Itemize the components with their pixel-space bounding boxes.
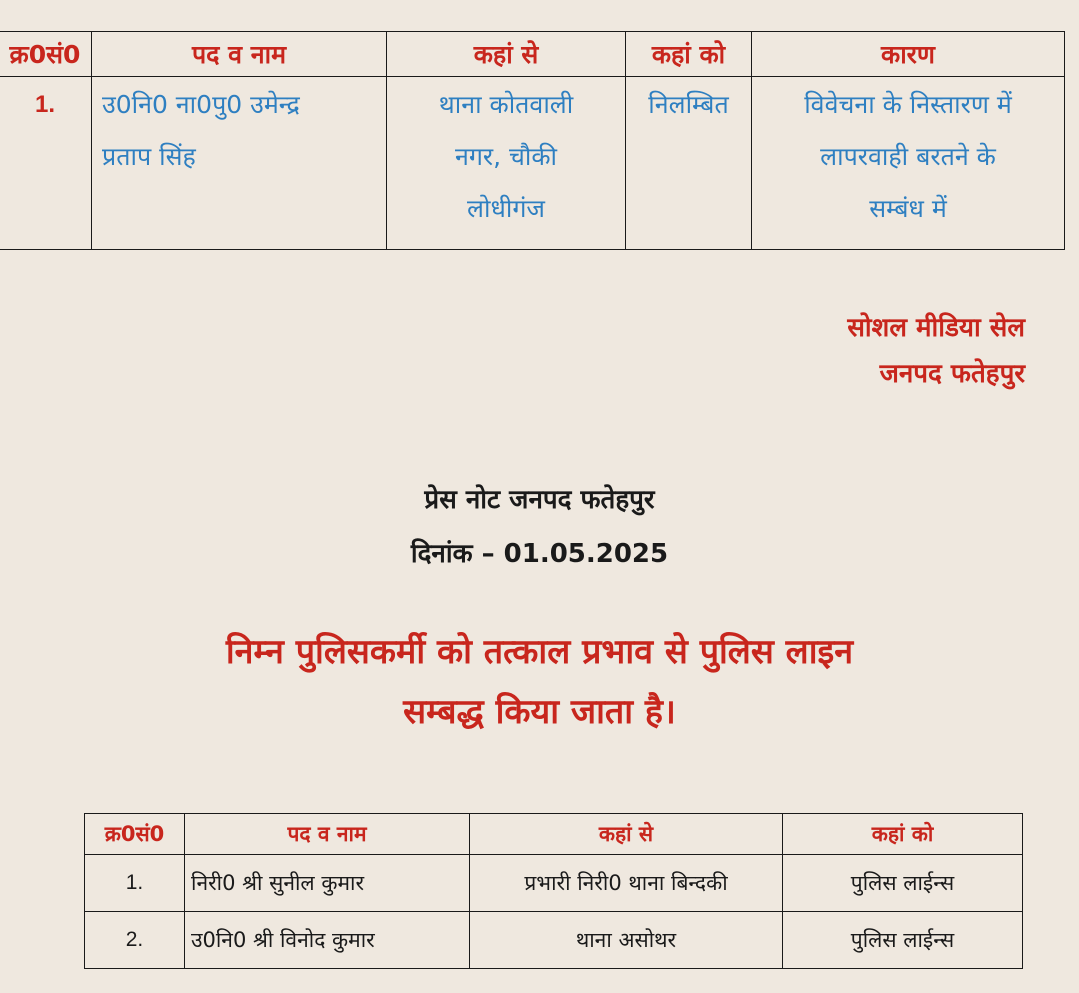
- table-row: [85, 855, 1023, 912]
- signature-line: जनपद फतेहपुर: [879, 359, 1025, 389]
- header-to: कहां को: [626, 32, 752, 77]
- signature-line: सोशल मीडिया सेल: [847, 313, 1025, 343]
- header-reason: कारण: [752, 32, 1065, 77]
- from-line: लोधीगंज: [467, 194, 545, 223]
- name-line: प्रताप सिंह: [102, 142, 196, 171]
- table-row: [0, 77, 1065, 250]
- from-line: नगर, चौकी: [454, 142, 558, 171]
- table-header-row: [85, 814, 1023, 855]
- reason-line: सम्बंध में: [869, 194, 947, 223]
- table-header-row: [0, 32, 1065, 77]
- cell-from: प्रभारी निरी0 थाना बिन्दकी: [470, 855, 783, 912]
- header-name: पद व नाम: [92, 32, 387, 77]
- attachment-table: [84, 813, 1023, 969]
- name-line: उ0नि0 ना0पु0 उमेन्द्र: [102, 90, 300, 119]
- cell-serial: 1.: [0, 77, 92, 250]
- table-row: [85, 912, 1023, 969]
- cell-serial: 1.: [85, 855, 185, 912]
- cell-to: निलम्बित: [626, 77, 752, 250]
- cell-serial: 2.: [85, 912, 185, 969]
- headline-line: निम्न पुलिसकर्मी को तत्काल प्रभाव से पुलिस लाइन: [225, 632, 854, 672]
- cell-reason: [752, 77, 1065, 250]
- header-from: कहां से: [387, 32, 626, 77]
- header-to: कहां को: [783, 814, 1023, 855]
- header-serial: क्र0सं0: [85, 814, 185, 855]
- header-serial: क्र0सं0: [0, 32, 92, 77]
- cell-to: पुलिस लाईन्स: [783, 855, 1023, 912]
- suspension-table: [0, 31, 1065, 250]
- header-name: पद व नाम: [185, 814, 470, 855]
- cell-name: निरी0 श्री सुनील कुमार: [185, 855, 470, 912]
- headline: [0, 622, 1079, 742]
- header-from: कहां से: [470, 814, 783, 855]
- press-note-date: दिनांक – 01.05.2025: [410, 539, 669, 569]
- cell-to: पुलिस लाईन्स: [783, 912, 1023, 969]
- signature-block: [725, 305, 1025, 397]
- cell-from: थाना असोथर: [470, 912, 783, 969]
- cell-from: [387, 77, 626, 250]
- headline-line: सम्बद्ध किया जाता है।: [403, 692, 676, 732]
- cell-name: [92, 77, 387, 250]
- press-note-title: प्रेस नोट जनपद फतेहपुर: [424, 485, 655, 515]
- press-note-heading: [0, 473, 1079, 581]
- reason-line: लापरवाही बरतने के: [820, 142, 996, 171]
- cell-name: उ0नि0 श्री विनोद कुमार: [185, 912, 470, 969]
- from-line: थाना कोतवाली: [438, 90, 574, 119]
- reason-line: विवेचना के निस्तारण में: [804, 90, 1012, 119]
